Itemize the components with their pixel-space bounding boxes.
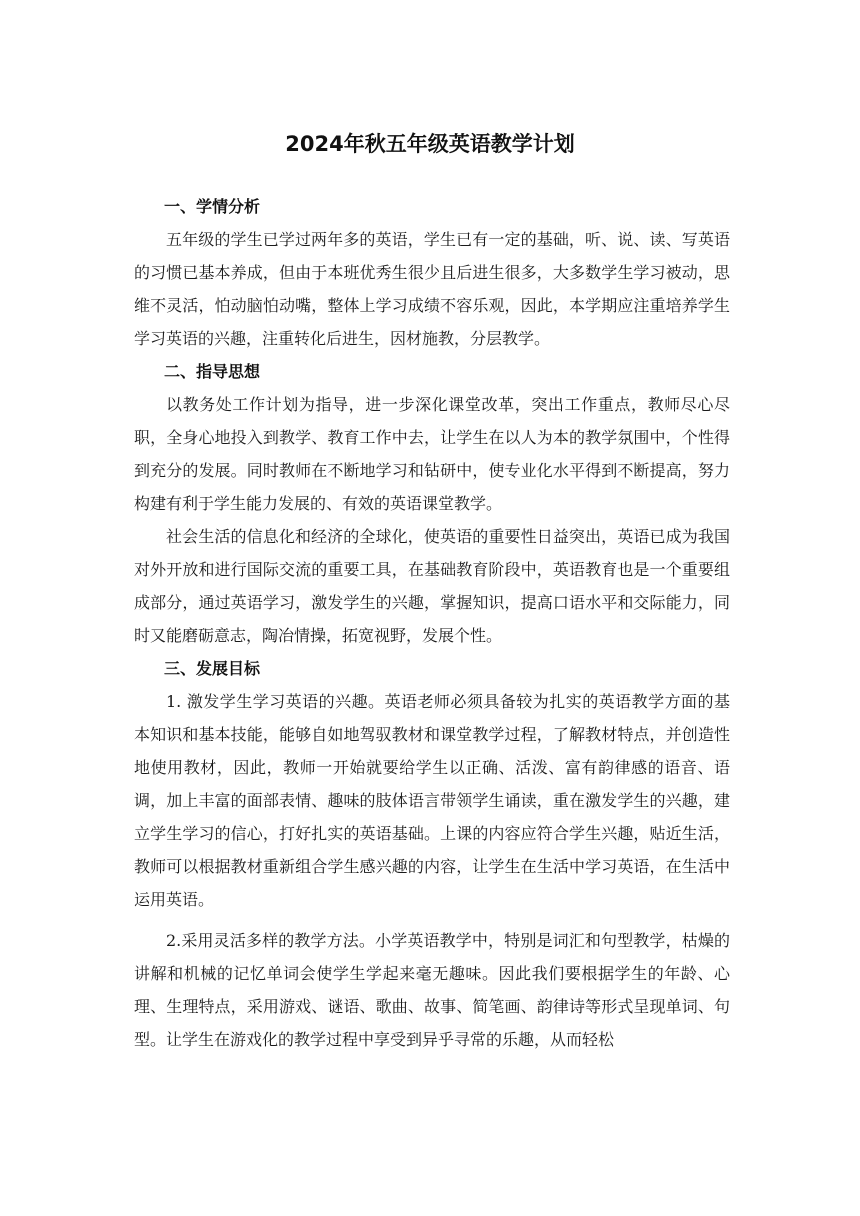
section-guiding-ideology (134, 355, 730, 652)
document-body (134, 190, 730, 1056)
section-learning-analysis (134, 190, 730, 355)
paragraph: 1. 激发学生学习英语的兴趣。英语老师必须具备较为扎实的英语教学方面的基本知识和基本技能，能够自如地驾驭教材和课堂教学过程，了解教材特点，并创造性地使用教材，因此，教师一开始就要给学生以正确、活泼、富有韵律感的语音、语调，加上丰富的面部表情、趣味的肢体语言带领学生诵读，重在激发学生的兴趣，建立学生学习的信心，打好扎实的英语基础。上课的内容应符合学生兴趣，贴近生活，教师可以根据教材重新组合学生感兴趣的内容，让学生在生活中学习英语，在生活中运用英语。 (134, 692, 730, 909)
paragraph: 以教务处工作计划为指导，进一步深化课堂改革，突出工作重点，教师尽心尽职，全身心地投入到教学、教育工作中去，让学生在以人为本的教学氛围中，个性得到充分的发展。同时教师在不断地学习和钻研中，使专业化水平得到不断提高，努力构建有利于学生能力发展的、有效的英语课堂教学。 (134, 395, 730, 513)
paragraph: 五年级的学生已学过两年多的英语，学生已有一定的基础，听、说、读、写英语的习惯已基本养成，但由于本班优秀生很少且后进生很多，大多数学生学习被动，思维不灵活，怕动脑怕动嘴，整体上学习成绩不容乐观，因此，本学期应注重培养学生学习英语的兴趣，注重转化后进生，因材施教，分层教学。 (134, 230, 730, 348)
document-title: 2024年秋五年级英语教学计划 (285, 132, 575, 156)
section-heading: 三、发展目标 (164, 659, 261, 678)
section-heading: 二、指导思想 (164, 362, 261, 381)
paragraph: 社会生活的信息化和经济的全球化，使英语的重要性日益突出，英语已成为我国对外开放和进行国际交流的重要工具，在基础教育阶段中，英语教育也是一个重要组成部分，通过英语学习，激发学生的兴趣，掌握知识，提高口语水平和交际能力，同时又能磨砺意志，陶冶情操，拓宽视野，发展个性。 (134, 527, 730, 645)
section-heading: 一、学情分析 (164, 197, 261, 216)
paragraph: 2.采用灵活多样的教学方法。小学英语教学中，特别是词汇和句型教学，枯燥的讲解和机械的记忆单词会使学生学起来毫无趣味。因此我们要根据学生的年龄、心理、生理特点，采用游戏、谜语、歌曲、故事、简笔画、韵律诗等形式呈现单词、句型。让学生在游戏化的教学过程中享受到异乎寻常的乐趣，从而轻松 (134, 931, 730, 1049)
section-development-goals (134, 652, 730, 1056)
